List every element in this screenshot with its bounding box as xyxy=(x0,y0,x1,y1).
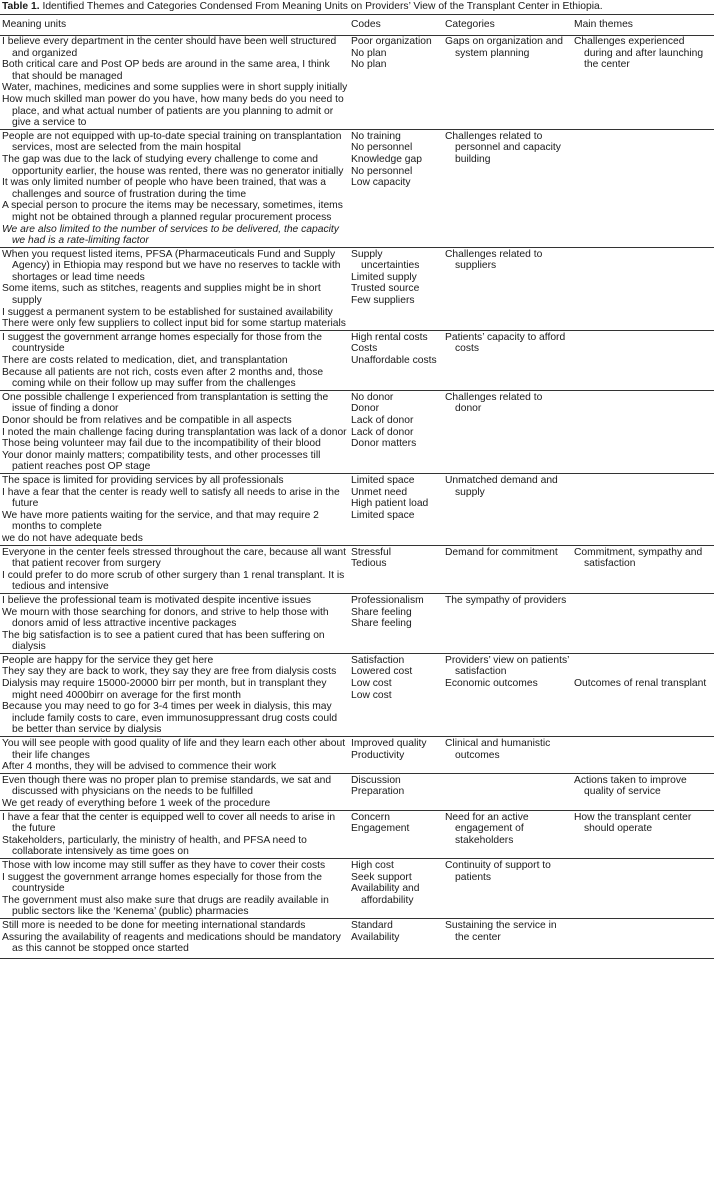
table-row xyxy=(0,330,714,390)
meaning-unit: I believe every department in the center should have been well structured and organized xyxy=(2,36,337,59)
codes-cell xyxy=(349,737,443,774)
category-text: Need for an active engagement of stakeholders xyxy=(445,811,529,846)
codes-cell xyxy=(349,653,443,678)
code-item: Few suppliers xyxy=(351,295,415,307)
category-text: Unmatched demand and supply xyxy=(445,474,558,498)
table-title: Identified Themes and Categories Condensed From Meaning Units on Providers’ View of the Transplant Center in Ethiopia. xyxy=(42,1,603,12)
meaning-unit: A special person to procure the items may be necessary, sometimes, items might not be obtained through a planned regular procurement process xyxy=(2,200,343,223)
meaning-unit: I have a fear that the center is equipped well to cover all needs to arise in the future xyxy=(2,811,336,835)
codes-cell xyxy=(349,129,443,247)
codes-cell xyxy=(349,390,443,473)
meaning-unit: Some items, such as stitches, reagents and supplies might be in short supply xyxy=(2,283,321,307)
meaning-unit: Everyone in the center feels stressed throughout the care, because all want that patient recover from surgery xyxy=(2,546,347,570)
theme-cell xyxy=(572,653,714,678)
code-item: Costs xyxy=(351,343,378,355)
code-item: Supply uncertainties xyxy=(351,248,420,272)
meaning-unit: I suggest the government arrange homes especially for those from the countryside xyxy=(2,331,322,355)
category-cell xyxy=(443,737,572,774)
category-cell xyxy=(443,36,572,130)
category-cell xyxy=(443,810,572,858)
code-item: Lack of donor xyxy=(351,426,414,438)
codes-cell xyxy=(349,545,443,593)
meaning-unit: Those with low income may still suffer as they have to cover their costs xyxy=(2,859,326,871)
code-item: Lack of donor xyxy=(351,415,414,426)
category-cell xyxy=(443,330,572,390)
category-text: Challenges related to personnel and capacity building xyxy=(445,130,561,165)
theme-cell xyxy=(572,858,714,918)
code-item: No personnel xyxy=(351,142,413,154)
code-item: Share feeling xyxy=(351,618,412,630)
meaning-unit: Still more is needed to be done for meeting international standards xyxy=(2,919,306,931)
table-header-row xyxy=(0,15,714,36)
meaning-unit: People are happy for the service they get here xyxy=(2,654,214,666)
table-row xyxy=(0,810,714,858)
table-row xyxy=(0,678,714,736)
code-item: Poor organization xyxy=(351,36,432,47)
codes-cell xyxy=(349,593,443,653)
codes-cell xyxy=(349,678,443,736)
table-row xyxy=(0,773,714,810)
meaning-units-cell xyxy=(0,390,349,473)
category-text: Economic outcomes xyxy=(445,678,538,690)
theme-cell xyxy=(572,918,714,958)
meaning-unit: People are not equipped with up-to-date special training on transplantation services, most are selected from the main hospital xyxy=(2,130,342,154)
header-meaning-units: Meaning units xyxy=(0,15,349,36)
table-row xyxy=(0,653,714,678)
category-cell xyxy=(443,653,572,678)
meaning-unit: They say they are back to work, they say they are free from dialysis costs xyxy=(2,666,337,678)
meaning-unit: We are also limited to the number of services to be delivered, the capacity we had is a rate-limiting factor xyxy=(2,223,339,247)
meaning-unit: We mourn with those searching for donors, and strive to help those with donors amid of less attractive incentive packages xyxy=(2,606,329,630)
meaning-unit: Donor should be from relatives and be compatible in all aspects xyxy=(2,415,292,426)
theme-cell xyxy=(572,36,714,130)
code-item: Unaffordable costs xyxy=(351,355,437,367)
meaning-unit: The gap was due to the lack of studying every challenge to come and opportunity earlier, the house was rented, there was no generator initially xyxy=(2,153,344,177)
meaning-units-cell xyxy=(0,653,349,678)
category-text: Continuity of support to patients xyxy=(445,859,551,883)
code-item: Engagement xyxy=(351,823,410,835)
category-cell xyxy=(443,773,572,810)
code-item: No plan xyxy=(351,59,387,71)
code-item: Donor xyxy=(351,403,380,415)
category-text: Clinical and humanistic outcomes xyxy=(445,738,551,761)
code-item: Discussion xyxy=(351,774,401,786)
meaning-unit: There were only few suppliers to collect input bid for some startup materials xyxy=(2,318,346,330)
codes-cell xyxy=(349,330,443,390)
category-cell xyxy=(443,918,572,958)
category-text: Patients’ capacity to afford costs xyxy=(445,331,566,355)
category-cell xyxy=(443,545,572,593)
table-row xyxy=(0,858,714,918)
code-item: Concern xyxy=(351,811,390,823)
code-item: Low cost xyxy=(351,689,392,701)
theme-cell xyxy=(572,545,714,593)
category-text: The sympathy of providers xyxy=(445,594,567,606)
table-row xyxy=(0,36,714,130)
meaning-units-cell xyxy=(0,737,349,774)
code-item: Low capacity xyxy=(351,177,411,189)
meaning-unit: Your donor mainly matters; compatibility tests, and other processes till patient reaches post OP stage xyxy=(2,449,321,473)
meaning-units-cell xyxy=(0,129,349,247)
code-item: High patient load xyxy=(351,498,429,510)
meaning-unit: we do not have adequate beds xyxy=(2,532,143,544)
code-item: Standard xyxy=(351,919,393,931)
code-item: High rental costs xyxy=(351,331,428,343)
category-cell xyxy=(443,247,572,330)
category-text: Demand for commitment xyxy=(445,546,558,558)
table-body xyxy=(0,36,714,959)
meaning-unit: Water, machines, medicines and some supplies were in short supply initially xyxy=(2,82,348,94)
table-row xyxy=(0,473,714,545)
meaning-unit: I believe the professional team is motivated despite incentive issues xyxy=(2,594,312,606)
table-row xyxy=(0,247,714,330)
code-item: No plan xyxy=(351,47,387,59)
code-item: Limited space xyxy=(351,509,415,521)
meaning-units-cell xyxy=(0,678,349,736)
meaning-units-cell xyxy=(0,473,349,545)
meaning-unit: The big satisfaction is to see a patient cured that has been suffering on dialysis xyxy=(2,629,325,653)
code-item: Availability and affordability xyxy=(351,883,420,906)
meaning-unit: There are costs related to medication, diet, and transplantation xyxy=(2,355,288,367)
meaning-unit: We have more patients waiting for the service, and that may require 2 months to complete xyxy=(2,509,319,533)
meaning-unit: I noted the main challenge facing during transplantation was lack of a donor xyxy=(2,426,347,438)
category-text: Challenges related to suppliers xyxy=(445,248,543,272)
code-item: Stressful xyxy=(351,546,392,558)
category-text: Providers’ view on patients’ satisfaction xyxy=(445,654,569,678)
theme-cell xyxy=(572,473,714,545)
theme-cell xyxy=(572,810,714,858)
code-item: Satisfaction xyxy=(351,654,405,666)
meaning-units-cell xyxy=(0,918,349,958)
codes-cell xyxy=(349,918,443,958)
codes-cell xyxy=(349,36,443,130)
meaning-unit: We get ready of everything before 1 week of the procedure xyxy=(2,798,271,809)
codes-cell xyxy=(349,858,443,918)
code-item: Professionalism xyxy=(351,594,424,606)
meaning-unit: I could prefer to do more scrub of other surgery than 1 renal transplant. It is tedious and intensive xyxy=(2,569,345,593)
category-text: Challenges related to donor xyxy=(445,391,543,415)
table-row xyxy=(0,918,714,958)
header-categories: Categories xyxy=(443,15,572,36)
meaning-unit: It was only limited number of people who have been trained, that was a challenges and source of frustration during the time xyxy=(2,177,326,200)
category-cell xyxy=(443,390,572,473)
theme-text: Actions taken to improve quality of service xyxy=(574,774,687,798)
meaning-unit: How much skilled man power do you have, how many beds do you need to place, and what actual number of patients are you planning to admit or give a service to xyxy=(2,93,344,129)
table-row xyxy=(0,390,714,473)
code-item: No training xyxy=(351,130,401,142)
theme-cell xyxy=(572,390,714,473)
meaning-units-cell xyxy=(0,247,349,330)
theme-text: How the transplant center should operate xyxy=(574,811,692,835)
theme-cell xyxy=(572,247,714,330)
meaning-unit: The space is limited for providing services by all professionals xyxy=(2,474,284,486)
category-text: Gaps on organization and system planning xyxy=(445,36,563,59)
code-item: Knowledge gap xyxy=(351,153,422,165)
meaning-unit: Dialysis may require 15000-20000 birr per month, but in transplant they might need 4000birr on average for the first month xyxy=(2,678,327,701)
code-item: Limited space xyxy=(351,474,415,486)
meaning-unit: The government must also make sure that drugs are readily available in public sectors like the ‘Kenema’ (public) pharmacies xyxy=(2,894,329,918)
themes-table xyxy=(0,14,714,959)
meaning-unit: One possible challenge I experienced from transplantation is setting the issue of finding a donor xyxy=(2,391,329,415)
code-item: Preparation xyxy=(351,786,405,798)
meaning-unit: Because you may need to go for 3-4 times per week in dialysis, this may include family costs to care, even immunosuppressant drug costs could be better than service by dialysis xyxy=(2,701,338,736)
code-item: Donor matters xyxy=(351,438,417,450)
theme-text: Commitment, sympathy and satisfaction xyxy=(574,546,703,570)
codes-cell xyxy=(349,810,443,858)
header-main-themes: Main themes xyxy=(572,15,714,36)
category-cell xyxy=(443,678,572,736)
meaning-unit: I suggest the government arrange homes especially for those from the countryside xyxy=(2,871,322,895)
category-text: Sustaining the service in the center xyxy=(445,919,557,943)
theme-cell xyxy=(572,330,714,390)
codes-cell xyxy=(349,247,443,330)
meaning-units-cell xyxy=(0,330,349,390)
code-item: Lowered cost xyxy=(351,666,413,678)
meaning-unit: Assuring the availability of reagents and medications should be mandatory as this cannot be stopped once started xyxy=(2,931,341,955)
code-item: Low cost xyxy=(351,678,392,690)
header-codes: Codes xyxy=(349,15,443,36)
theme-cell xyxy=(572,773,714,810)
codes-cell xyxy=(349,773,443,810)
code-item: Productivity xyxy=(351,749,405,761)
category-cell xyxy=(443,858,572,918)
meaning-unit: Those being volunteer may fail due to the incompatibility of their blood xyxy=(2,438,321,450)
table-row xyxy=(0,545,714,593)
meaning-units-cell xyxy=(0,36,349,130)
theme-cell xyxy=(572,129,714,247)
category-cell xyxy=(443,593,572,653)
code-item: Improved quality xyxy=(351,738,427,750)
code-item: Availability xyxy=(351,931,400,943)
theme-cell xyxy=(572,678,714,736)
code-item: High cost xyxy=(351,859,394,871)
code-item: Share feeling xyxy=(351,606,412,618)
meaning-unit: Stakeholders, particularly, the ministry of health, and PFSA need to collaborate intensively as time goes on xyxy=(2,834,307,858)
meaning-unit: You will see people with good quality of life and they learn each other about their life changes xyxy=(2,738,346,761)
table-label: Table 1. xyxy=(2,1,40,12)
table-row xyxy=(0,129,714,247)
meaning-unit: Both critical care and Post OP beds are around in the same area, I think that should be managed xyxy=(2,59,330,82)
theme-cell xyxy=(572,737,714,774)
code-item: Tedious xyxy=(351,558,387,570)
meaning-unit: I have a fear that the center is ready well to satisfy all needs to arise in the future xyxy=(2,486,340,510)
category-cell xyxy=(443,473,572,545)
meaning-units-cell xyxy=(0,593,349,653)
meaning-unit: When you request listed items, PFSA (Pharmaceuticals Fund and Supply Agency) in Ethiopia may respond but we have no reserves to tackle with shortages or lead time needs xyxy=(2,248,341,283)
code-item: Seek support xyxy=(351,871,412,883)
meaning-unit: Even though there was no proper plan to premise standards, we sat and discussed with physicians on the needs to be fulfilled xyxy=(2,774,332,798)
theme-text: Outcomes of renal transplant xyxy=(574,678,707,690)
meaning-units-cell xyxy=(0,545,349,593)
meaning-units-cell xyxy=(0,773,349,810)
meaning-units-cell xyxy=(0,810,349,858)
code-item: No personnel xyxy=(351,165,413,177)
code-item: Trusted source xyxy=(351,283,420,295)
theme-text: Challenges experienced during and after launching the center xyxy=(574,36,704,71)
meaning-units-cell xyxy=(0,858,349,918)
meaning-unit: After 4 months, they will be advised to commence their work xyxy=(2,761,277,773)
code-item: No donor xyxy=(351,391,394,403)
theme-cell xyxy=(572,593,714,653)
category-cell xyxy=(443,129,572,247)
code-item: Unmet need xyxy=(351,486,408,498)
table-row xyxy=(0,593,714,653)
meaning-unit: I suggest a permanent system to be established for sustained availability xyxy=(2,306,333,318)
table-row xyxy=(0,737,714,774)
table-caption xyxy=(0,0,714,14)
meaning-unit: Because all patients are not rich, costs even after 2 months and, those coming while on their follow up may suffer from the challenges xyxy=(2,366,324,390)
codes-cell xyxy=(349,473,443,545)
code-item: Limited supply xyxy=(351,271,417,283)
